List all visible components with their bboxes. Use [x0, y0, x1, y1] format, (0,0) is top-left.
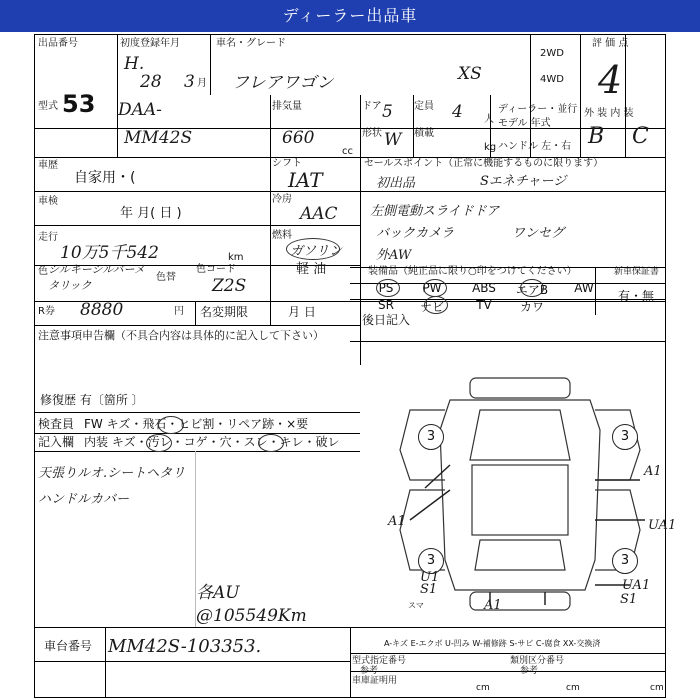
- equip-sr: SR: [378, 298, 394, 312]
- equip-tv: TV: [476, 298, 492, 312]
- history: 自家用・(: [74, 170, 136, 186]
- new-car-warranty-label: 新車保証書: [614, 267, 660, 277]
- 4wd-label: 4WD: [540, 74, 564, 85]
- chassis-label: 車台番号: [44, 639, 93, 653]
- note-1: 天張りルオ.シートヘタリ: [38, 466, 186, 481]
- tire-fr: 3: [612, 424, 638, 450]
- km-unit: km: [228, 252, 244, 263]
- month-unit: 月: [197, 78, 207, 89]
- sales-points-label: セールスポイント（正常に機能するものに限ります）: [364, 158, 604, 169]
- mileage: 10万5千542: [60, 243, 159, 263]
- sales-point-2: Sエネチャージ: [480, 174, 567, 189]
- score: 4: [598, 58, 623, 102]
- lot-no: 53: [62, 90, 96, 118]
- displacement-label: 排気量: [272, 101, 302, 112]
- grade: XS: [458, 64, 482, 84]
- doors-label: ドア: [362, 101, 382, 112]
- color-change-label: 色替: [156, 272, 176, 283]
- car-damage-diagram: [370, 370, 660, 620]
- kg-unit: kg: [484, 142, 497, 153]
- reg-year: 28: [140, 72, 162, 92]
- panel-note: 各AU: [196, 583, 240, 603]
- mark-ua1-right: UA1: [648, 518, 677, 533]
- ext-int-label: 外 装 内 装: [584, 108, 634, 119]
- rear-info-label: 後日記入: [362, 313, 411, 327]
- capacity: 4: [452, 102, 463, 122]
- notes-title: 注意事項申告欄（不具合内容は具体的に記入して下さい）: [38, 329, 324, 342]
- first-reg-label: 初度登録年月: [120, 38, 180, 49]
- ext-items: FW キズ・飛石・ヒビ割・リペア跡・×要: [84, 417, 309, 431]
- shift-label: シフト: [272, 158, 302, 169]
- recorder-label: 記入欄: [38, 435, 75, 449]
- mark-a1-right: A1: [644, 464, 662, 479]
- score-label: 評 価 点: [592, 38, 629, 49]
- legend: A-キズ E-エクボ U-凹み W-補修跡 S-サビ C-腐食 XX-交換済: [384, 639, 601, 648]
- history-label: 車歴: [38, 160, 58, 171]
- equipment-label: 装備品（純正品に限り○印をつけてください）: [368, 266, 577, 277]
- person-unit: 人: [484, 114, 494, 125]
- inspection-label: 車検: [38, 196, 58, 207]
- handle-label: ハンドル 左・右: [498, 141, 572, 152]
- model-code: MM42S: [124, 128, 193, 148]
- equip-leather: カワ: [519, 300, 544, 314]
- dealer-label: ディーラー・並行: [498, 104, 578, 115]
- fuel: ガソリン: [290, 244, 343, 259]
- doors: 5: [382, 102, 393, 122]
- name-change-label: 名変期限: [200, 305, 249, 319]
- ref1: 参考: [360, 666, 379, 676]
- shape: W: [384, 130, 402, 150]
- era: H.: [124, 54, 145, 74]
- note-2: ハンドルカバー: [38, 492, 130, 507]
- yen-unit: 円: [174, 306, 184, 317]
- model-year-label: モデル 年式: [498, 118, 551, 129]
- sales-point-5: ワンセグ: [512, 226, 565, 241]
- shift: IAT: [288, 168, 323, 192]
- dealer-banner: ディーラー出品車: [0, 0, 700, 32]
- cm-3: cm: [650, 683, 664, 693]
- tire-rr: 3: [612, 548, 638, 574]
- cm-1: cm: [476, 683, 490, 693]
- mark-s1: S1: [420, 582, 438, 597]
- mileage-label: 走行: [38, 232, 58, 243]
- mark-smart: スマ: [408, 601, 424, 610]
- mark-a1-left: A1: [388, 514, 406, 529]
- mark-u1: U1: [420, 570, 440, 585]
- equip-aw: AW: [574, 281, 594, 295]
- cm-2: cm: [566, 683, 580, 693]
- equip-abs: ABS: [472, 281, 496, 295]
- ac-label: 冷房: [272, 194, 292, 205]
- model-prefix: DAA-: [118, 100, 162, 120]
- reg-month: 3: [184, 72, 195, 92]
- sales-point-1: 初出品: [376, 176, 416, 191]
- repair-history: 修復歴 有〔箇所 〕: [40, 393, 144, 407]
- displacement: 660: [282, 128, 315, 148]
- mark-s1-rear: S1: [620, 592, 638, 607]
- month-day: 月 日: [288, 305, 316, 319]
- mark-ua1-rear: UA1: [622, 578, 651, 593]
- shape-label: 形状: [362, 128, 382, 139]
- interior-grade: C: [632, 124, 649, 149]
- mark-a1-bottom: A1: [484, 598, 502, 613]
- spec2-label: 類別区分番号: [510, 656, 565, 666]
- ref2: 参考: [520, 666, 539, 676]
- 2wd-label: 2WD: [540, 48, 564, 59]
- load-label: 積載: [414, 128, 434, 139]
- fuel-label: 燃料: [272, 230, 292, 241]
- exterior-grade: B: [588, 124, 605, 149]
- inspector-label: 検査員: [38, 417, 75, 431]
- warranty-yes-no: 有・無: [618, 289, 655, 303]
- chassis-no: MM42S-103353.: [108, 636, 262, 657]
- sales-point-6: 外AW: [376, 248, 412, 263]
- equip-ps: PS: [378, 281, 394, 295]
- sales-point-4: バックカメラ: [376, 226, 455, 241]
- color-code-label: 色コード: [196, 264, 236, 275]
- equip-pw: PW: [422, 281, 442, 295]
- color-code: Z2S: [212, 276, 247, 296]
- model-name-label: 車名・グレード: [216, 38, 286, 49]
- lot-no-label: 出品番号: [38, 38, 78, 49]
- spec1-label: 型式指定番号: [352, 656, 407, 666]
- equip-airbag: エアB: [515, 283, 549, 297]
- int-items: 内装 キズ・汚レ・コゲ・穴・スレ・キレ・破レ: [84, 435, 340, 449]
- color-label: 色: [38, 266, 48, 277]
- ac: AAC: [300, 204, 338, 224]
- sales-point-3: 左側電動スライドドア: [370, 204, 500, 219]
- color-name: シルキーシルバーメタリック: [48, 263, 145, 292]
- dims-label: 車庫証明用: [352, 676, 398, 686]
- inspection-date: 年 月( 日 ): [120, 206, 182, 221]
- capacity-label: 定員: [414, 101, 434, 112]
- fuel-alt: 軽 油: [296, 262, 327, 277]
- tire-fl: 3: [418, 424, 444, 450]
- car-name: フレアワゴン: [232, 73, 334, 93]
- recycle-label: R券: [38, 306, 55, 317]
- cc-unit: cc: [342, 146, 353, 157]
- equip-navi: ナビ: [419, 300, 444, 314]
- model-type-label: 型式: [38, 101, 58, 112]
- odometer-note: @105549Km: [196, 606, 307, 626]
- recycle: 8880: [80, 300, 124, 320]
- tire-rl: 3: [418, 548, 444, 574]
